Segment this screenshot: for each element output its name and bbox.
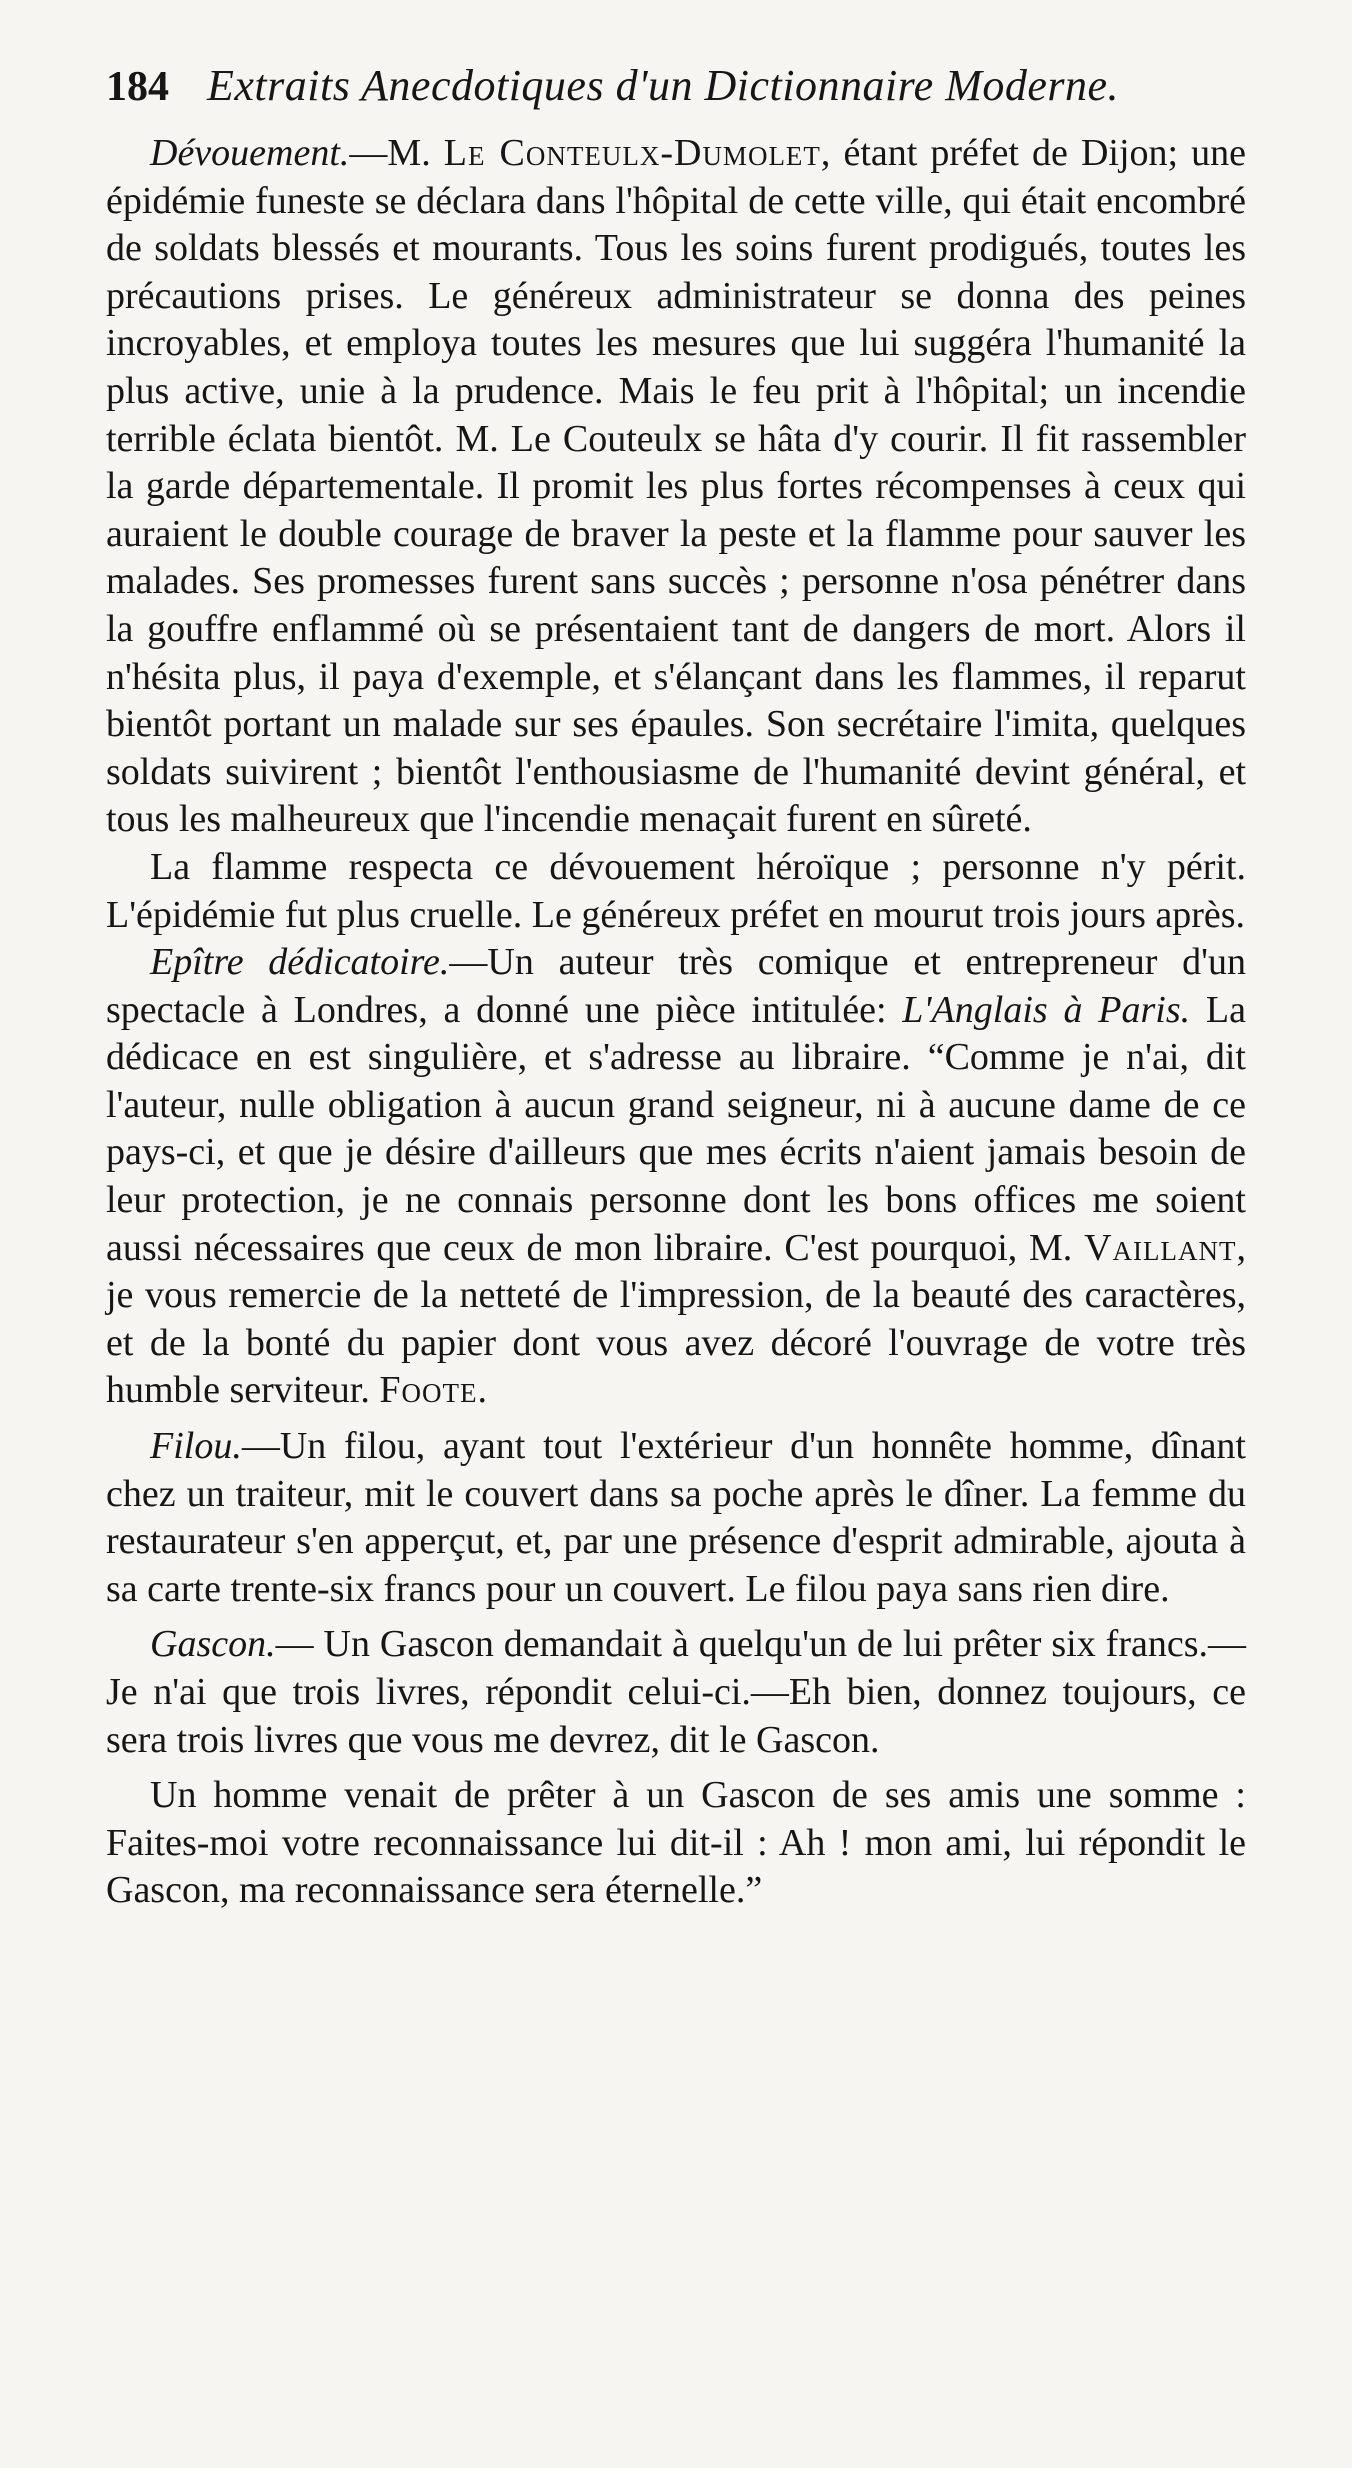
headword-devouement: Dévouement. <box>150 132 350 174</box>
body-text <box>106 130 1246 1915</box>
running-title: Extraits Anecdotiques d'un Dictionnaire Moderne. <box>207 61 1120 110</box>
page-number: 184 <box>106 64 169 110</box>
entry-dash: — <box>241 1425 280 1468</box>
person-name: Le Conteulx-Dumolet <box>443 132 821 174</box>
entry-text: , étant préfet de Dijon; une épidémie funeste se déclara dans l'hôpital de cette ville, qui était encombré de soldats blessés et mourants. Tous les soins furent prodigués, toutes les précautions prises. Le généreux administrateur se donna des peines incroyables, et employa toutes les mesures que lui suggéra l'humanité la plus active, unie à la prudence. Mais le feu prit à l'hôpital; un incendie terrible éclata bientôt. M. Le Couteulx se hâta d'y courir. Il fit rassembler la garde départementale. Il promit les plus fortes récompenses à ceux qui auraient le double courage de braver la peste et la flamme pour sauver les malades. Ses promesses furent sans succès ; personne n'osa pénétrer dans la gouffre enflammé où se présentaient tant de dangers de mort. Alors il n'hésita plus, il paya d'exemple, et s'élançant dans les flammes, il reparut bientôt portant un malade sur ses épaules. Son secrétaire l'imita, quelques soldats suivirent ; bientôt l'enthousiasme de l'humanité devint général, et tous les malheureux que l'incendie menaçait furent en sûreté. <box>106 132 1246 841</box>
entry-text: Un filou, ayant tout l'extérieur d'un honnête homme, dînant chez un traiteur, mit le couvert dans sa poche après le dîner. La femme du restaurateur s'en apperçut, et, par une présence d'esprit admirable, ajouta à sa carte trente-six francs pour un couvert. Le filou paya sans rien dire. <box>106 1425 1246 1610</box>
entry-gascon-second <box>106 1772 1246 1915</box>
entry-text: La flamme respecta ce dévouement héroïque ; personne n'y périt. L'épidémie fut plus cruelle. Le généreux préfet en mourut trois jours après. <box>106 845 1246 936</box>
author-signature: Foote. <box>379 1369 488 1412</box>
headword-gascon: Gascon. <box>150 1623 276 1666</box>
running-head <box>106 60 1246 120</box>
entry-filou <box>106 1423 1246 1613</box>
person-name: Vaillant <box>1084 1226 1237 1269</box>
play-title: L'Anglais à Paris. <box>902 988 1191 1031</box>
entry-dash: — <box>449 941 488 984</box>
headword-filou: Filou. <box>150 1425 242 1468</box>
entry-text: Un auteur très comique et entrepreneur d'un spectacle à Londres, a donné une pièce intitulée: <box>106 941 1246 1031</box>
entry-dash: — <box>349 132 388 174</box>
entry-devouement-continued <box>106 844 1246 939</box>
entry-text: , je vous remercie de la netteté de l'impression, de la beauté des caractères, et de la bonté du papier dont vous avez décoré l'ouvrage de votre très humble serviteur. <box>106 1226 1246 1412</box>
entry-epitre-dedicatoire <box>106 939 1246 1415</box>
headword-epitre-dedicatoire: Epître dédicatoire. <box>150 941 450 984</box>
entry-text: La dédicace en est singulière, et s'adresse au libraire. “Comme je n'ai, dit l'auteur, nulle obligation à aucun grand seigneur, ni à aucune dame de ce pays-ci, et que je désire d'ailleurs que mes écrits n'aient jamais besoin de leur protection, je ne connais personne dont les bons offices me soient aussi nécessaires que ceux de mon libraire. C'est pourquoi, M. <box>106 988 1246 1269</box>
entry-text: Un Gascon demandait à quelqu'un de lui prêter six francs.—Je n'ai que trois livres, répondit celui-ci.—Eh bien, donnez toujours, ce sera trois livres que vous me devrez, dit le Gascon. <box>106 1623 1246 1761</box>
entry-dash: — <box>275 1623 314 1666</box>
entry-gascon <box>106 1621 1246 1764</box>
entry-devouement <box>106 130 1246 844</box>
entry-text: M. <box>387 132 444 174</box>
entry-text: Un homme venait de prêter à un Gascon de ses amis une somme : Faites-moi votre reconnaissance lui dit-il : Ah ! mon ami, lui répondit le Gascon, ma reconnaissance sera éternelle.” <box>106 1774 1246 1912</box>
